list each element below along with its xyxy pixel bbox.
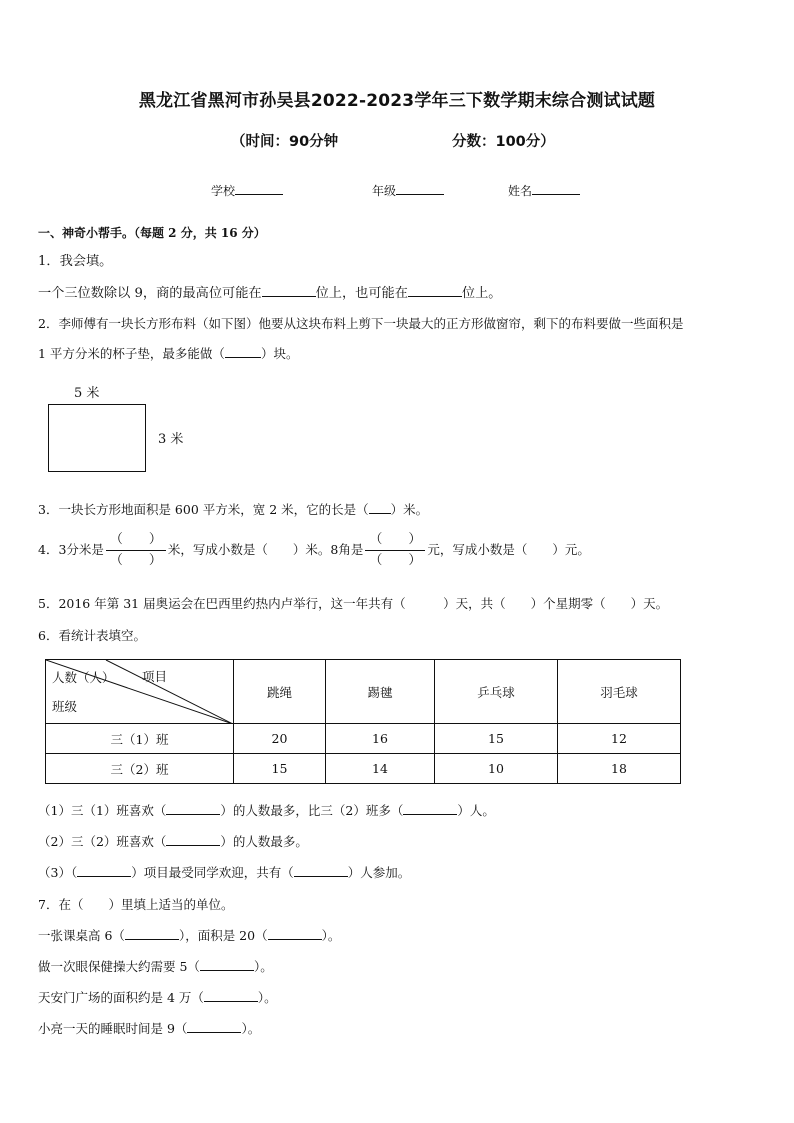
exam-score: 分数：100分） — [452, 134, 555, 150]
q1-text-b: 位上，也可能在 — [315, 286, 408, 301]
q1-label: 1．我会填。 — [38, 254, 113, 269]
table-header: 羽毛球 — [558, 660, 681, 724]
q6-sub1-a: （1）三（1）班喜欢（ — [38, 803, 167, 818]
grade-field[interactable] — [372, 182, 444, 199]
q6-blank-4[interactable] — [77, 864, 131, 877]
table-cell: 20 — [234, 724, 326, 754]
section-title: 一、神奇小帮手。（每题 2 分，共 16 分） — [38, 226, 266, 240]
q6-sub1-b: ）的人数最多，比三（2）班多（ — [220, 803, 404, 818]
figure-width-label: 3 米 — [158, 432, 184, 447]
name-label: 姓名 — [508, 184, 533, 198]
fraction-denominator[interactable]: （ ） — [109, 553, 162, 568]
grade-blank[interactable] — [396, 182, 444, 195]
table-cell: 14 — [326, 754, 435, 784]
q6-blank-5[interactable] — [294, 864, 348, 877]
school-blank[interactable] — [235, 182, 283, 195]
corner-class-label: 班级 — [52, 699, 78, 714]
table-header: 踢毽 — [326, 660, 435, 724]
grade-label: 年级 — [372, 184, 397, 198]
page-title: 黑龙江省黑河市孙吴县2022-2023学年三下数学期末综合测试试题 — [138, 91, 656, 111]
q4-fraction-2[interactable] — [365, 530, 425, 571]
q7-blank-5[interactable] — [187, 1020, 241, 1033]
q1-text — [38, 282, 501, 301]
q4-text — [38, 530, 590, 571]
table-header: 乒乓球 — [435, 660, 558, 724]
class-cell: 三（2）班 — [46, 754, 234, 784]
q6-blank-3[interactable] — [166, 833, 220, 846]
q6-sub2-b: ）的人数最多。 — [220, 834, 308, 849]
q6-blank-2[interactable] — [403, 802, 457, 815]
q1-text-c: 位上。 — [461, 286, 502, 301]
q4-text-a: 4．3分米是 — [38, 542, 104, 557]
q3-text-b: ）米。 — [390, 502, 429, 517]
table-cell: 15 — [435, 724, 558, 754]
q7-line3 — [38, 988, 277, 1006]
fraction-numerator[interactable]: （ ） — [106, 530, 166, 551]
table-cell: 10 — [435, 754, 558, 784]
corner-count-label: 人数（人） — [52, 670, 115, 685]
q7-blank-4[interactable] — [204, 989, 258, 1002]
q6-label: 6．看统计表填空。 — [38, 628, 146, 643]
q7-line1 — [38, 926, 340, 944]
q6-sub3-a: （3）（ — [38, 865, 78, 880]
figure-length-label: 5 米 — [74, 386, 100, 401]
table-corner-cell — [46, 660, 234, 724]
q6-sub2 — [38, 832, 308, 850]
q6-sub3-b: ）项目最受同学欢迎，共有（ — [131, 865, 294, 880]
table-header: 跳绳 — [234, 660, 326, 724]
q7-l1-a: 一张课桌高 6（ — [38, 928, 125, 943]
corner-item-label: 项目 — [142, 669, 168, 684]
q7-blank-3[interactable] — [200, 958, 254, 971]
q6-sub3-c: ）人参加。 — [347, 865, 411, 880]
q7-l2-b: ）。 — [253, 959, 273, 974]
q7-l1-b: ），面积是 20（ — [178, 928, 268, 943]
q3-text-a: 3．一块长方形地面积是 600 平方米，宽 2 米，它的长是（ — [38, 502, 369, 517]
q4-text-b: 米，写成小数是（ ）米。8角是 — [167, 542, 364, 557]
q1-text-a: 一个三位数除以 9，商的最高位可能在 — [38, 286, 262, 301]
q2-line1: 2．李师傅有一块长方形布料（如下图）他要从这块布料上剪下一块最大的正方形做窗帘，剩下的布料要做一些面积是 — [38, 316, 684, 331]
q2-blank[interactable] — [225, 345, 261, 358]
school-label: 学校 — [211, 184, 236, 198]
q7-blank-1[interactable] — [125, 927, 179, 940]
q7-line4 — [38, 1019, 260, 1037]
table-cell: 16 — [326, 724, 435, 754]
q2-text-a: 1 平方分米的杯子垫，最多能做（ — [38, 346, 225, 361]
q6-sub3 — [38, 863, 410, 881]
table-cell: 12 — [558, 724, 681, 754]
q4-fraction-1[interactable] — [106, 530, 166, 571]
q3-text — [38, 500, 428, 518]
q6-blank-1[interactable] — [166, 802, 220, 815]
q6-sub2-a: （2）三（2）班喜欢（ — [38, 834, 167, 849]
q2-text-b: ）块。 — [260, 346, 299, 361]
table-cell: 18 — [558, 754, 681, 784]
table-cell: 15 — [234, 754, 326, 784]
class-cell: 三（1）班 — [46, 724, 234, 754]
q3-blank[interactable] — [369, 501, 391, 514]
school-field[interactable] — [211, 182, 283, 199]
q7-l3-b: ）。 — [257, 990, 277, 1005]
q7-label: 7．在（ ）里填上适当的单位。 — [38, 897, 234, 912]
q7-l1-c: ）。 — [321, 928, 341, 943]
q6-sub1 — [38, 801, 495, 819]
q7-l4-a: 小亮一天的睡眠时间是 9（ — [38, 1021, 188, 1036]
q7-l2-a: 做一次眼保健操大约需要 5（ — [38, 959, 200, 974]
name-blank[interactable] — [532, 182, 580, 195]
table-row — [46, 754, 681, 784]
q2-line2 — [38, 344, 298, 362]
q7-blank-2[interactable] — [268, 927, 322, 940]
q6-sub1-c: ）人。 — [457, 803, 495, 818]
table-row — [46, 724, 681, 754]
q1-blank-2[interactable] — [408, 284, 462, 297]
q4-text-c: 元，写成小数是（ ）元。 — [427, 542, 590, 557]
statistics-table — [45, 659, 681, 784]
fraction-numerator[interactable]: （ ） — [365, 530, 425, 551]
exam-time: （时间：90分钟 — [231, 134, 339, 150]
name-field[interactable] — [508, 182, 580, 199]
fabric-rectangle — [48, 404, 146, 472]
fraction-denominator[interactable]: （ ） — [369, 553, 422, 568]
q1-blank-1[interactable] — [262, 284, 316, 297]
table-header-row — [46, 660, 681, 724]
q7-l4-b: ）。 — [241, 1021, 261, 1036]
q7-line2 — [38, 957, 273, 975]
q5-text: 5．2016 年第 31 届奥运会在巴西里约热内卢举行，这一年共有（ ）天，共（ ）个星期零（ ）天。 — [38, 596, 669, 611]
q7-l3-a: 天安门广场的面积约是 4 万（ — [38, 990, 204, 1005]
